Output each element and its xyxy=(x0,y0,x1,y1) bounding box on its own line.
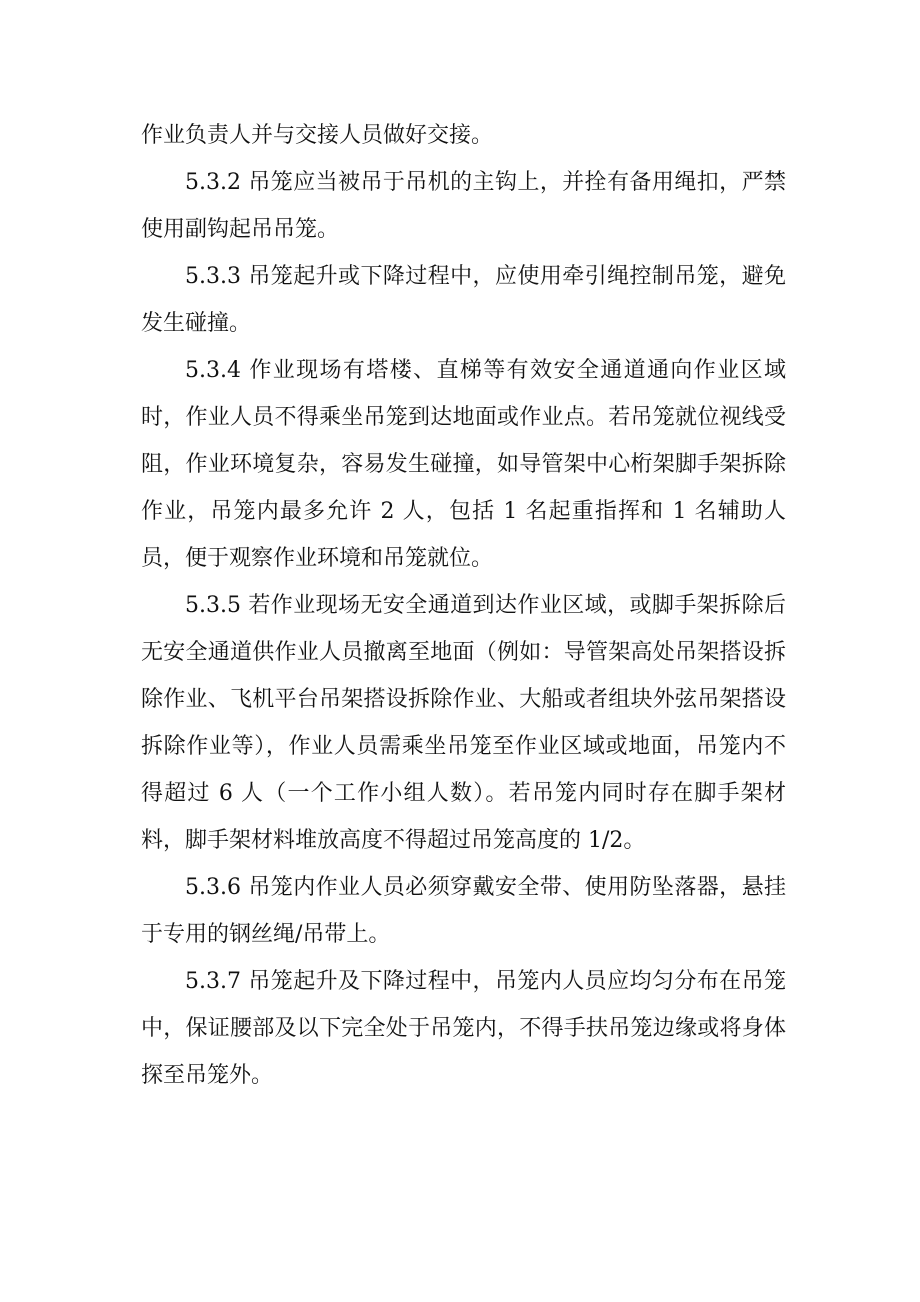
paragraph-continuation: 作业负责人并与交接人员做好交接。 xyxy=(141,123,494,148)
paragraph-5-3-3: 5.3.3 吊笼起升或下降过程中，应使用牵引绳控制吊笼，避免发生碰撞。 xyxy=(141,264,786,336)
paragraph-5-3-2: 5.3.2 吊笼应当被吊于吊机的主钩上，并拴有备用绳扣，严禁使用副钩起吊吊笼。 xyxy=(141,170,786,242)
document-body xyxy=(141,112,786,1099)
paragraph-5-3-6: 5.3.6 吊笼内作业人员必须穿戴安全带、使用防坠落器，悬挂于专用的钢丝绳/吊带上。 xyxy=(141,875,786,947)
paragraph-5-3-5: 5.3.5 若作业现场无安全通道到达作业区域，或脚手架拆除后无安全通道供作业人员撤离至地面（例如：导管架高处吊架搭设拆除作业、飞机平台吊架搭设拆除作业、大船或者组块外弦吊架搭设拆除作业等），作业人员需乘坐吊笼至作业区域或地面，吊笼内不得超过 6 人（一个工作小组人数）。若吊笼内同时存在脚手架材料，脚手架材料堆放高度不得超过吊笼高度的 1/2。 xyxy=(141,593,786,853)
paragraph-5-3-4: 5.3.4 作业现场有塔楼、直梯等有效安全通道通向作业区域时，作业人员不得乘坐吊笼到达地面或作业点。若吊笼就位视线受阻，作业环境复杂，容易发生碰撞，如导管架中心桁架脚手架拆除作业，吊笼内最多允许 2 人，包括 1 名起重指挥和 1 名辅助人员，便于观察作业环境和吊笼就位。 xyxy=(141,358,786,571)
paragraph-5-3-7: 5.3.7 吊笼起升及下降过程中，吊笼内人员应均匀分布在吊笼中，保证腰部及以下完全处于吊笼内，不得手扶吊笼边缘或将身体探至吊笼外。 xyxy=(141,969,786,1088)
